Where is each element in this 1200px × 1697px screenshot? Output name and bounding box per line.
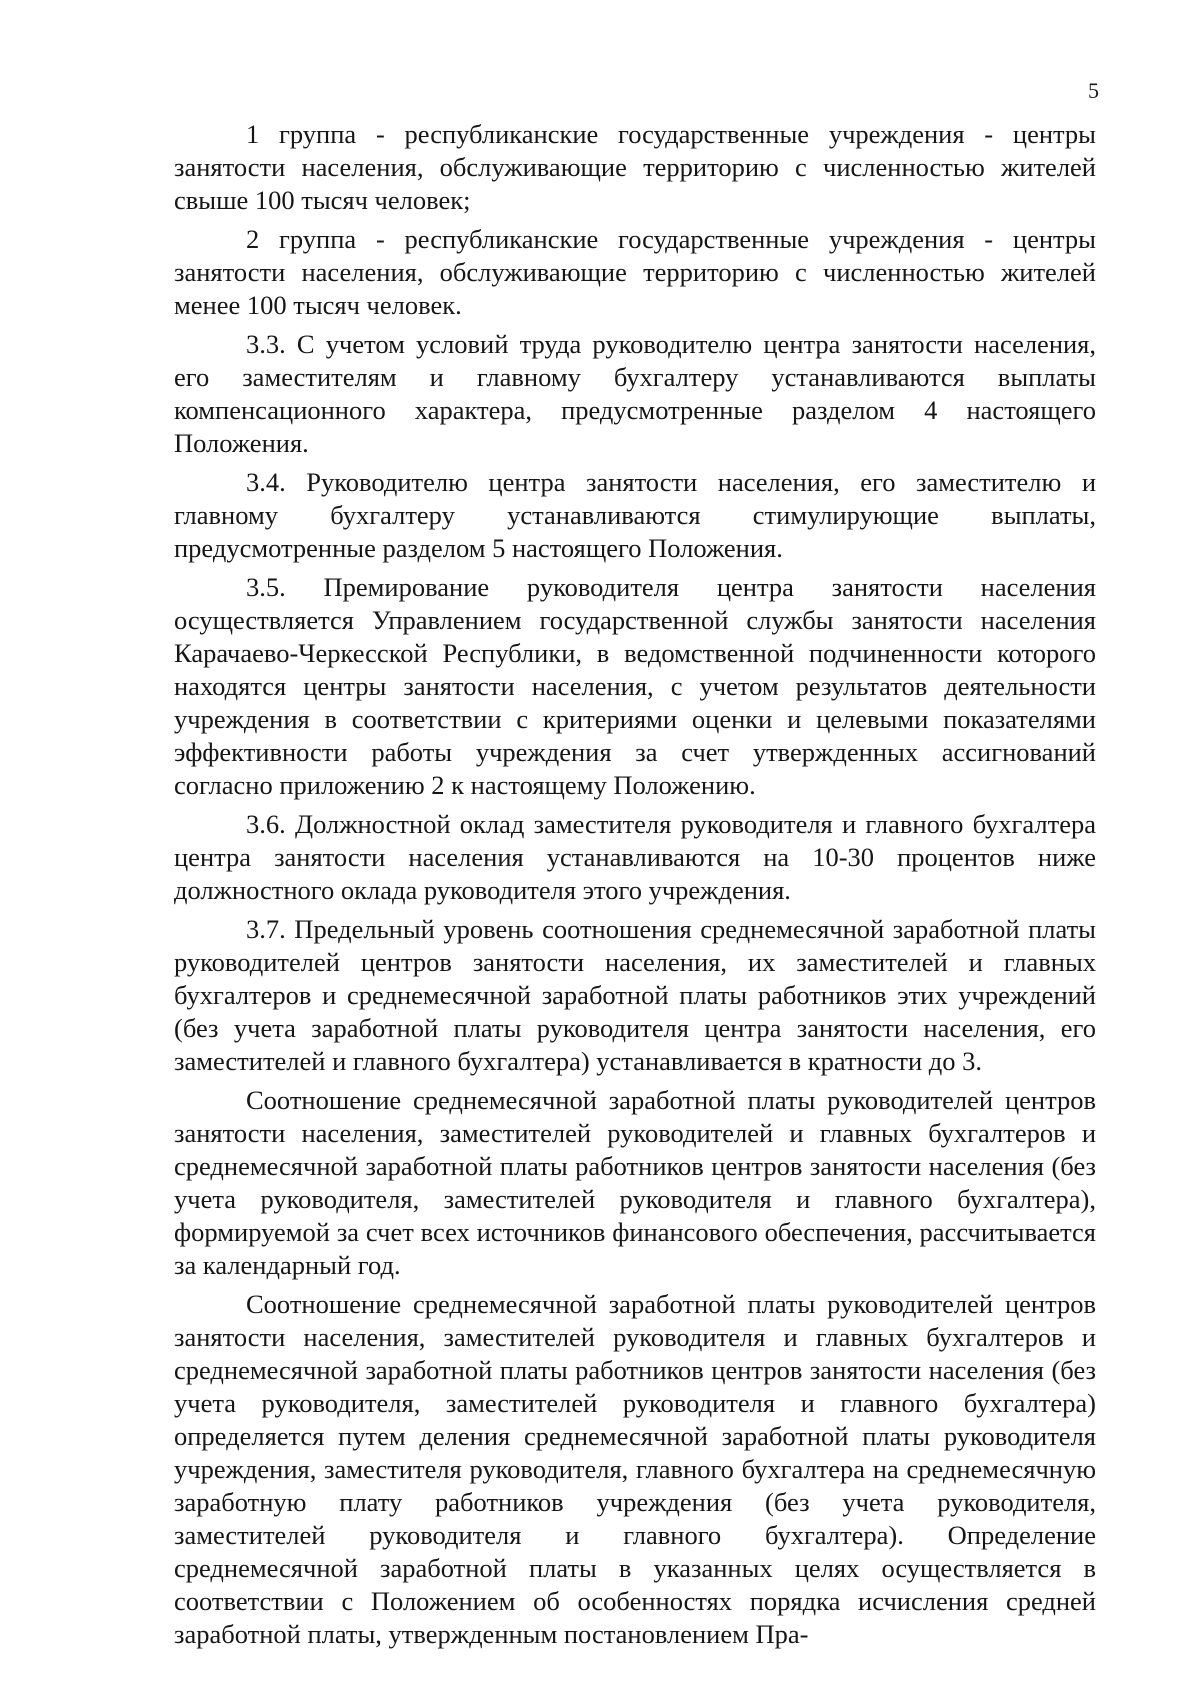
paragraph-ratio-calculation-period: Соотношение среднемесячной заработной платы руководителей центров занятости населения, заместителей руководителей и главных бухгалтеров и среднемесячной заработной платы работников центров занятости населения (без учета руководителя, заместителей руководителя и главного бухгалтера), формируемой за счет всех источников финансового обеспечения, рассчитывается за календарный год.: [174, 1085, 1096, 1280]
document-body: [174, 118, 1096, 1657]
paragraph-3-7: 3.7. Предельный уровень соотношения среднемесячной заработной платы руководителей центров занятости населения, их заместителей и главных бухгалтеров и среднемесячной заработной платы работников этих учреждений (без учета заработной платы руководителя центра занятости населения, его заместителей и главного бухгалтера) устанавливается в кратности до 3.: [174, 914, 1096, 1076]
paragraph-3-3: 3.3. С учетом условий труда руководителю центра занятости населения, его заместителям и главному бухгалтеру устанавливаются выплаты компенсационного характера, предусмотренные разделом 4 настоящего Положения.: [174, 329, 1096, 458]
page-number: 5: [1088, 78, 1099, 103]
paragraph-ratio-calculation-method: Соотношение среднемесячной заработной платы руководителей центров занятости населения, заместителей руководителя и главных бухгалтеров и среднемесячной заработной платы работников центров занятости населения (без учета руководителя, заместителей руководителя и главного бухгалтера) определяется путем деления среднемесячной заработной платы руководителя учреждения, заместителя руководителя, главного бухгалтера на среднемесячную заработную плату работников учреждения (без учета руководителя, заместителей руководителя и главного бухгалтера). Определение среднемесячной заработной платы в указанных целях осуществляется в соответствии с Положением об особенностях порядка исчисления средней заработной платы, утвержденным постановлением Пра-: [174, 1289, 1096, 1649]
paragraph-group-1: 1 группа - республиканские государственные учреждения - центры занятости населения, обслуживающие территорию с численностью жителей свыше 100 тысяч человек;: [174, 119, 1096, 215]
paragraph-group-2: 2 группа - республиканские государственные учреждения - центры занятости населения, обслуживающие территорию с численностью жителей менее 100 тысяч человек.: [174, 224, 1096, 320]
paragraph-3-4: 3.4. Руководителю центра занятости населения, его заместителю и главному бухгалтеру устанавливаются стимулирующие выплаты, предусмотренные разделом 5 настоящего Положения.: [174, 467, 1096, 563]
paragraph-3-5: 3.5. Премирование руководителя центра занятости населения осуществляется Управлением государственной службы занятости населения Карачаево-Черкесской Республики, в ведомственной подчиненности которого находятся центры занятости населения, с учетом результатов деятельности учреждения в соответствии с критериями оценки и целевыми показателями эффективности работы учреждения за счет утвержденных ассигнований согласно приложению 2 к настоящему Положению.: [174, 572, 1096, 800]
paragraph-3-6: 3.6. Должностной оклад заместителя руководителя и главного бухгалтера центра занятости населения устанавливаются на 10-30 процентов ниже должностного оклада руководителя этого учреждения.: [174, 809, 1096, 905]
